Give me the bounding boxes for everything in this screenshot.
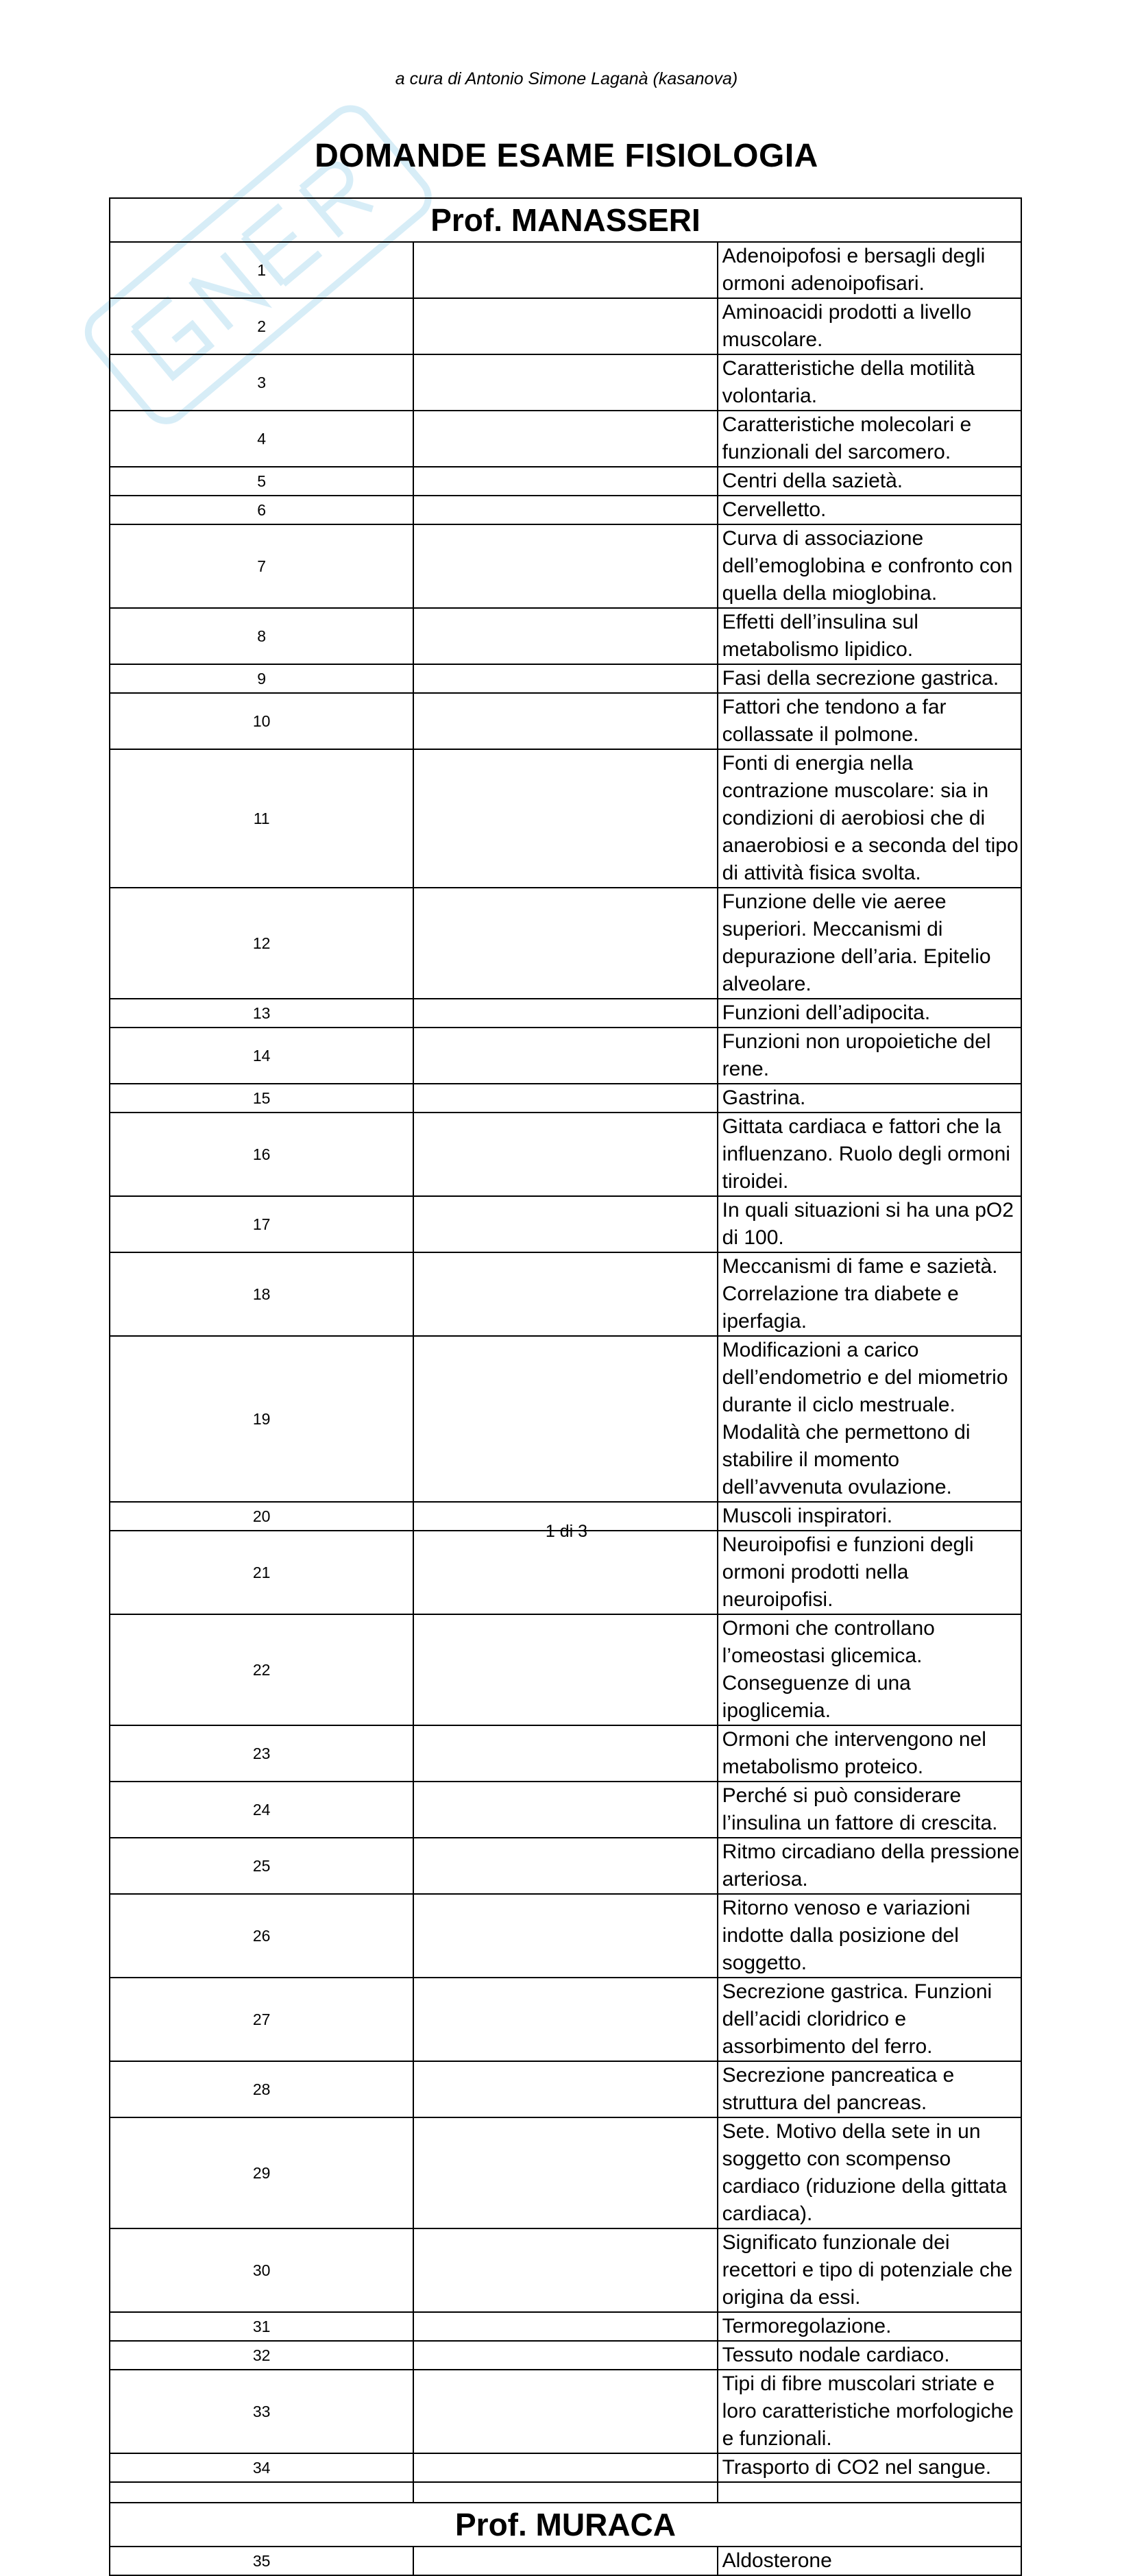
checkbox-cell [413,1614,717,1725]
table-row [110,749,1021,888]
table-row [110,2117,1021,2228]
question-text: Funzioni dell’adipocita. [718,999,1021,1028]
question-number: 12 [110,888,413,999]
empty-row [110,2482,1021,2503]
checkbox-cell [413,2547,717,2575]
question-text: Ormoni che intervengono nel metabolismo proteico. [718,1725,1021,1782]
question-text: Funzione delle vie aeree superiori. Meccanismi di depurazione dell’aria. Epitelio alveolare. [718,888,1021,999]
table-row [110,1336,1021,1502]
table-row [110,2370,1021,2453]
question-text: In quali situazioni si ha una pO2 di 100. [718,1196,1021,1252]
table-row [110,1084,1021,1113]
question-number: 34 [110,2453,413,2482]
checkbox-cell [413,2228,717,2312]
checkbox-cell [413,1028,717,1084]
checkbox-cell [413,354,717,411]
question-number: 2 [110,298,413,354]
table-row [110,2453,1021,2482]
table-row [110,1782,1021,1838]
table-row [110,2547,1021,2575]
checkbox-cell [413,411,717,467]
checkbox-cell [413,242,717,298]
table-row [110,693,1021,749]
table-row [110,1978,1021,2061]
checkbox-cell [413,749,717,888]
question-text: Centri della sazietà. [718,467,1021,496]
section-header-row [110,2503,1021,2547]
checkbox-cell [413,2312,717,2341]
checkbox-cell [413,2370,717,2453]
checkbox-cell [413,2061,717,2117]
table-row [110,1614,1021,1725]
question-text: Adenoipofosi e bersagli degli ormoni adenoipofisari. [718,242,1021,298]
question-number: 5 [110,467,413,496]
question-text: Modificazioni a carico dell’endometrio e del miometrio durante il ciclo mestruale. Modalità che permettono di stabilire il momento dell’avvenuta ovulazione. [718,1336,1021,1502]
question-number: 29 [110,2117,413,2228]
checkbox-cell [413,298,717,354]
question-text: Curva di associazione dell’emoglobina e confronto con quella della mioglobina. [718,524,1021,608]
question-text: Termoregolazione. [718,2312,1021,2341]
question-number: 7 [110,524,413,608]
question-text: Muscoli inspiratori. [718,1502,1021,1531]
table-row [110,1531,1021,1614]
question-text: Tipi di fibre muscolari striate e loro caratteristiche morfologiche e funzionali. [718,2370,1021,2453]
question-number: 23 [110,1725,413,1782]
checkbox-cell [413,496,717,524]
checkbox-cell [413,1084,717,1113]
table-row [110,496,1021,524]
question-text: Fattori che tendono a far collassate il polmone. [718,693,1021,749]
question-number: 4 [110,411,413,467]
question-text: Gastrina. [718,1084,1021,1113]
checkbox-cell [413,1252,717,1336]
question-number: 20 [110,1502,413,1531]
question-number: 13 [110,999,413,1028]
question-number: 26 [110,1894,413,1978]
table-row [110,2061,1021,2117]
question-number: 6 [110,496,413,524]
table-row [110,1028,1021,1084]
checkbox-cell [413,1725,717,1782]
table-row [110,1894,1021,1978]
question-text: Secrezione pancreatica e struttura del pancreas. [718,2061,1021,2117]
question-number: 25 [110,1838,413,1894]
question-number: 24 [110,1782,413,1838]
question-number: 31 [110,2312,413,2341]
table-row [110,2228,1021,2312]
checkbox-cell [413,664,717,693]
question-number: 1 [110,242,413,298]
checkbox-cell [413,524,717,608]
table-row [110,608,1021,664]
page-number: 1 di 3 [545,1522,588,1541]
table-row [110,888,1021,999]
question-text: Effetti dell’insulina sul metabolismo lipidico. [718,608,1021,664]
question-text: Trasporto di CO2 nel sangue. [718,2453,1021,2482]
table-row [110,354,1021,411]
question-text: Significato funzionale dei recettori e tipo di potenziale che origina da essi. [718,2228,1021,2312]
empty-number-cell [110,2482,413,2503]
checkbox-cell [413,999,717,1028]
question-text: Neuroipofisi e funzioni degli ormoni prodotti nella neuroipofisi. [718,1531,1021,1614]
question-number: 32 [110,2341,413,2370]
question-number: 9 [110,664,413,693]
table-row [110,1252,1021,1336]
question-number: 3 [110,354,413,411]
question-text: Caratteristiche molecolari e funzionali del sarcomero. [718,411,1021,467]
question-text: Secrezione gastrica. Funzioni dell’acidi cloridrico e assorbimento del ferro. [718,1978,1021,2061]
section-heading: Prof. MURACA [110,2503,1021,2547]
table-row [110,1113,1021,1196]
empty-text-cell [718,2482,1021,2503]
question-number: 27 [110,1978,413,2061]
question-text: Caratteristiche della motilità volontaria. [718,354,1021,411]
question-text: Gittata cardiaca e fattori che la influenzano. Ruolo degli ormoni tiroidei. [718,1113,1021,1196]
checkbox-cell [413,1531,717,1614]
question-text: Aldosterone [718,2547,1021,2575]
question-text: Perché si può considerare l’insulina un fattore di crescita. [718,1782,1021,1838]
table-row [110,2312,1021,2341]
questions-table [109,197,1022,2576]
table-row [110,1838,1021,1894]
table-row [110,1196,1021,1252]
checkbox-cell [413,2341,717,2370]
question-text: Fasi della secrezione gastrica. [718,664,1021,693]
question-number: 28 [110,2061,413,2117]
question-number: 33 [110,2370,413,2453]
question-number: 8 [110,608,413,664]
table-row [110,1725,1021,1782]
question-number: 16 [110,1113,413,1196]
checkbox-cell [413,1196,717,1252]
question-number: 35 [110,2547,413,2575]
question-text: Ritmo circadiano della pressione arteriosa. [718,1838,1021,1894]
checkbox-cell [413,1838,717,1894]
question-text: Meccanismi di fame e sazietà. Correlazione tra diabete e iperfagia. [718,1252,1021,1336]
question-text: Aminoacidi prodotti a livello muscolare. [718,298,1021,354]
author-note: a cura di Antonio Simone Laganà (kasanova) [395,69,738,88]
table-row [110,411,1021,467]
checkbox-cell [413,1336,717,1502]
checkbox-cell [413,2117,717,2228]
table-row [110,664,1021,693]
table-row [110,242,1021,298]
question-number: 15 [110,1084,413,1113]
question-text: Ritorno venoso e variazioni indotte dalla posizione del soggetto. [718,1894,1021,1978]
question-number: 14 [110,1028,413,1084]
question-text: Fonti di energia nella contrazione muscolare: sia in condizioni di aerobiosi che di anaerobiosi e a seconda del tipo di attività fisica svolta. [718,749,1021,888]
question-text: Tessuto nodale cardiaco. [718,2341,1021,2370]
question-text: Ormoni che controllano l’omeostasi glicemica. Conseguenze di una ipoglicemia. [718,1614,1021,1725]
checkbox-cell [413,1782,717,1838]
question-number: 19 [110,1336,413,1502]
question-number: 17 [110,1196,413,1252]
checkbox-cell [413,2482,717,2503]
question-number: 22 [110,1614,413,1725]
table-row [110,298,1021,354]
question-number: 21 [110,1531,413,1614]
table-row [110,524,1021,608]
question-number: 30 [110,2228,413,2312]
table-row [110,999,1021,1028]
question-text: Funzioni non uropoietiche del rene. [718,1028,1021,1084]
checkbox-cell [413,608,717,664]
checkbox-cell [413,1978,717,2061]
question-text: Sete. Motivo della sete in un soggetto con scompenso cardiaco (riduzione della gittata cardiaca). [718,2117,1021,2228]
checkbox-cell [413,693,717,749]
checkbox-cell [413,1894,717,1978]
question-number: 18 [110,1252,413,1336]
checkbox-cell [413,888,717,999]
checkbox-cell [413,2453,717,2482]
section-heading: Prof. MANASSERI [110,198,1021,242]
checkbox-cell [413,467,717,496]
table-row [110,2341,1021,2370]
document-title: DOMANDE ESAME FISIOLOGIA [315,138,818,174]
question-number: 11 [110,749,413,888]
section-header-row [110,198,1021,242]
table-row [110,467,1021,496]
question-text: Cervelletto. [718,496,1021,524]
checkbox-cell [413,1113,717,1196]
question-number: 10 [110,693,413,749]
